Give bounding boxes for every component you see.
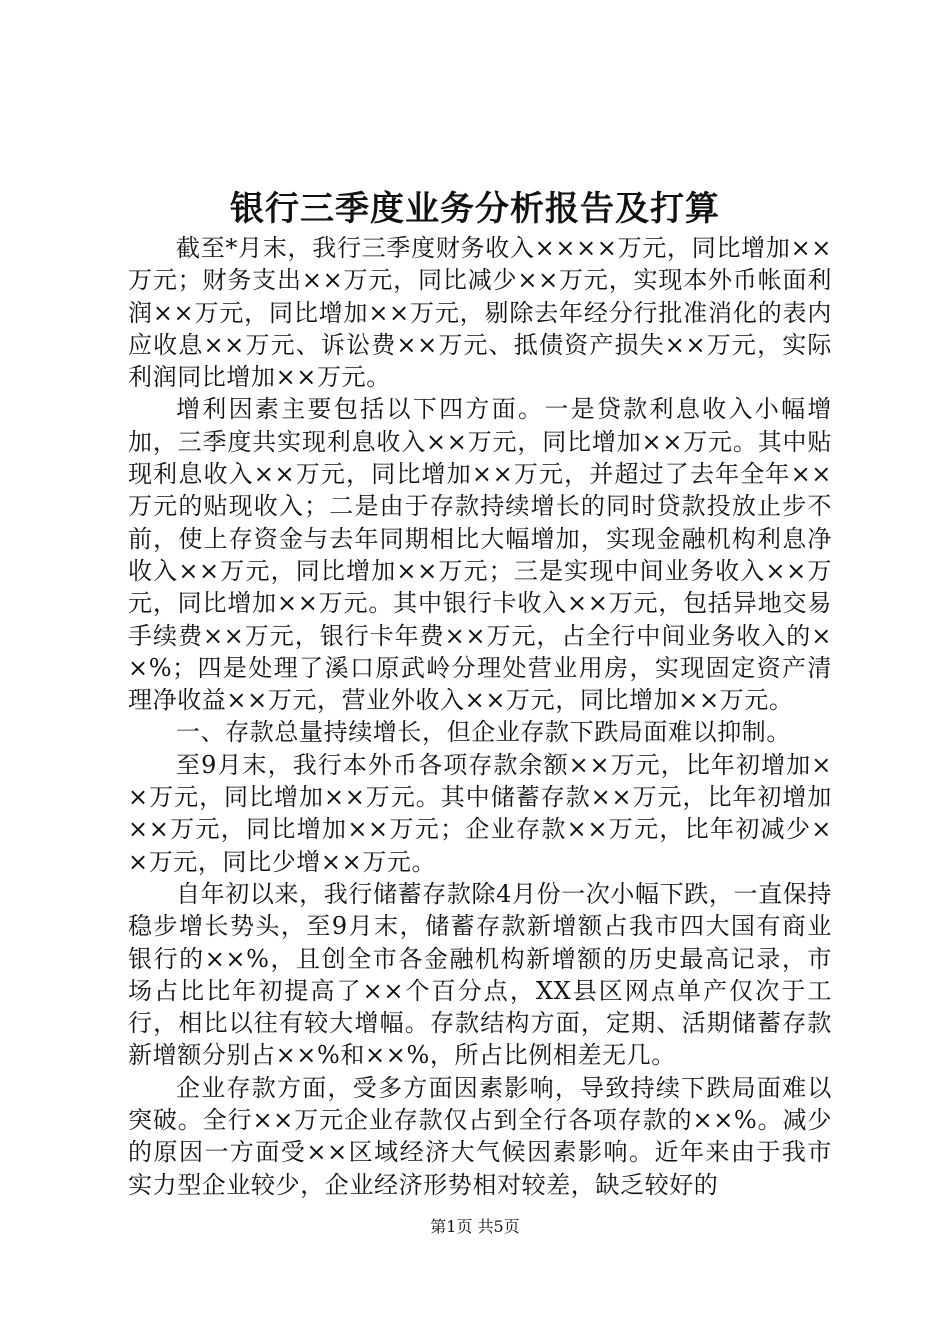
document-body <box>128 232 832 1201</box>
paragraph-enterprise-deposits: 企业存款方面，受多方面因素影响，导致持续下跌局面难以突破。全行××万元企业存款仅占到全行各项存款的××%。减少的原因一方面受××区域经济大气候因素影响。近年来由于我市实力型企业较少，企业经济形势相对较差，缺乏较好的 <box>128 1073 832 1199</box>
document-title: 银行三季度业务分析报告及打算 <box>230 189 720 229</box>
paragraph-savings-deposits: 自年初以来，我行储蓄存款除4月份一次小幅下跌，一直保持稳步增长势头，至9月末，储蓄存款新增额占我市四大国有商业银行的××%，且创全市各金融机构新增额的历史最高记录，市场占比比年初提高了××个百分点，XX县区网点单产仅次于工行，相比以往有较大增幅。存款结构方面，定期、活期储蓄存款新增额分别占××%和××%，所占比例相差无几。 <box>128 879 832 1070</box>
section-heading-deposits: 一、存款总量持续增长，但企业存款下跌局面难以抑制。 <box>176 718 791 747</box>
paragraph-deposit-balance: 至9月末，我行本外币各项存款余额××万元，比年初增加××万元，同比增加××万元。其中储蓄存款××万元，比年初增加××万元，同比增加××万元；企业存款××万元，比年初减少××万元，同比少增××万元。 <box>128 750 832 876</box>
page-number-footer: 第1页 共5页 <box>430 1217 520 1236</box>
paragraph-profit-factors: 增利因素主要包括以下四方面。一是贷款利息收入小幅增加，三季度共实现利息收入××万元，同比增加××万元。其中贴现利息收入××万元，同比增加××万元，并超过了去年全年××万元的贴现收入；二是由于存款持续增长的同时贷款投放止步不前，使上存资金与去年同期相比大幅增加，实现金融机构利息净收入××万元，同比增加××万元；三是实现中间业务收入××万元，同比增加××万元。其中银行卡收入××万元，包括异地交易手续费××万元，银行卡年费××万元，占全行中间业务收入的××%；四是处理了溪口原武岭分理处营业用房，实现固定资产清理净收益××万元，营业外收入××万元，同比增加××万元。 <box>128 395 832 715</box>
paragraph-profit-summary: 截至*月末，我行三季度财务收入××××万元，同比增加××万元；财务支出××万元，同比减少××万元，实现本外币帐面利润××万元，同比增加××万元，剔除去年经分行批准消化的表内应收息××万元、诉讼费××万元、抵债资产损失××万元，实际利润同比增加××万元。 <box>128 234 832 392</box>
